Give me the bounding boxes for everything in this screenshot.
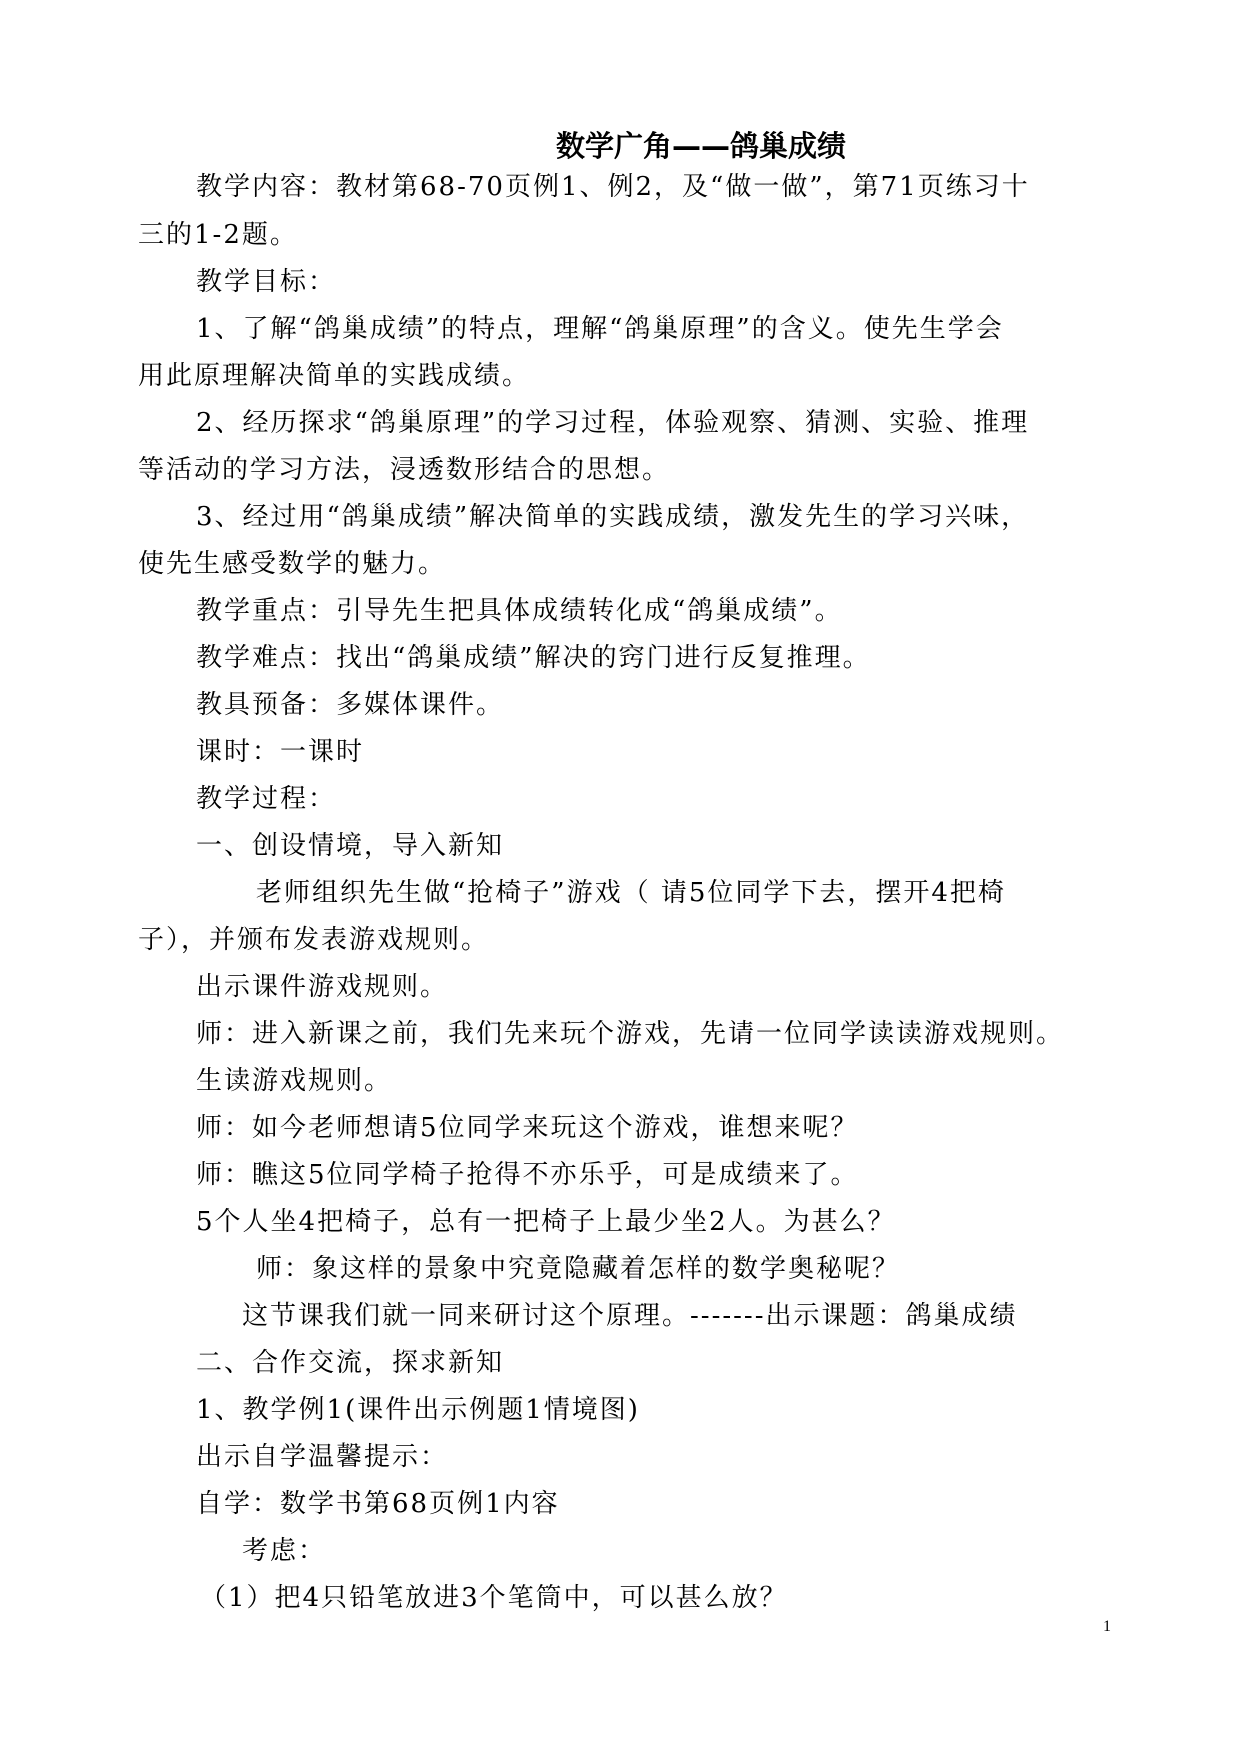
text-line: 师：如今老师想请5位同学来玩这个游戏，谁想来呢？ [196,1113,859,1143]
text-line: 考虑： [242,1536,327,1566]
text-line: 一、创设情境，导入新知 [196,831,505,861]
text-line: 二、合作交流，探求新知 [196,1348,505,1378]
text-line: 用此原理解决简单的实践成绩。 [138,361,531,391]
text-line: 课时：一课时 [196,737,365,767]
text-line: 2、经历探求“鸽巢原理”的学习过程，体验观察、猜测、实验、推理 [196,408,1030,438]
text-line: （1）把4只铅笔放进3个笔筒中，可以甚么放？ [200,1583,788,1613]
text-line: 老师组织先生做“抢椅子”游戏（ 请5位同学下去，摆开4把椅 [256,878,1006,908]
text-line: 3、经过用“鸽巢成绩”解决简单的实践成绩，激发先生的学习兴味， [196,502,1030,532]
text-line: 使先生感受数学的魅力。 [138,549,447,579]
text-line: 教学过程： [196,784,337,814]
text-line: 教学内容：教材第68-70页例1、例2，及“做一做”，第71页练习十 [196,172,1030,202]
text-line: 等活动的学习方法，浸透数形结合的思想。 [138,455,671,485]
text-line: 5个人坐4把椅子，总有一把椅子上最少坐2人。为甚么？ [196,1207,896,1237]
page-number: 1 [1103,1618,1111,1635]
text-line: 教具预备：多媒体课件。 [196,690,505,720]
text-line: 师：瞧这5位同学椅子抢得不亦乐乎，可是成绩来了。 [196,1160,859,1190]
text-line: 三的1-2题。 [138,220,298,250]
text-line: 出示自学温馨提示： [196,1442,449,1472]
text-line: 教学目标： [196,267,337,297]
text-line: 教学难点：找出“鸽巢成绩”解决的窍门进行反复推理。 [196,643,871,673]
text-line: 师：象这样的景象中究竟隐藏着怎样的数学奥秘呢？ [256,1254,901,1284]
text-line: 1、教学例1(课件出示例题1情境图) [196,1395,640,1425]
text-line: 子），并颁布发表游戏规则。 [138,925,490,955]
text-line: 生读游戏规则。 [196,1066,393,1096]
text-line: 教学重点：引导先生把具体成绩转化成“鸽巢成绩”。 [196,596,843,626]
text-line: 师：进入新课之前，我们先来玩个游戏，先请一位同学读读游戏规则。 [196,1019,1065,1049]
text-line: 这节课我们就一同来研讨这个原理。-------出示课题：鸽巢成绩 [242,1301,1018,1331]
document-title: 数学广角——鸽巢成绩 [556,129,847,163]
text-line: 1、了解“鸽巢成绩”的特点，理解“鸽巢原理”的含义。使先生学会 [196,314,1004,344]
text-line: 出示课件游戏规则。 [196,972,449,1002]
text-line: 自学：数学书第68页例1内容 [196,1489,560,1519]
